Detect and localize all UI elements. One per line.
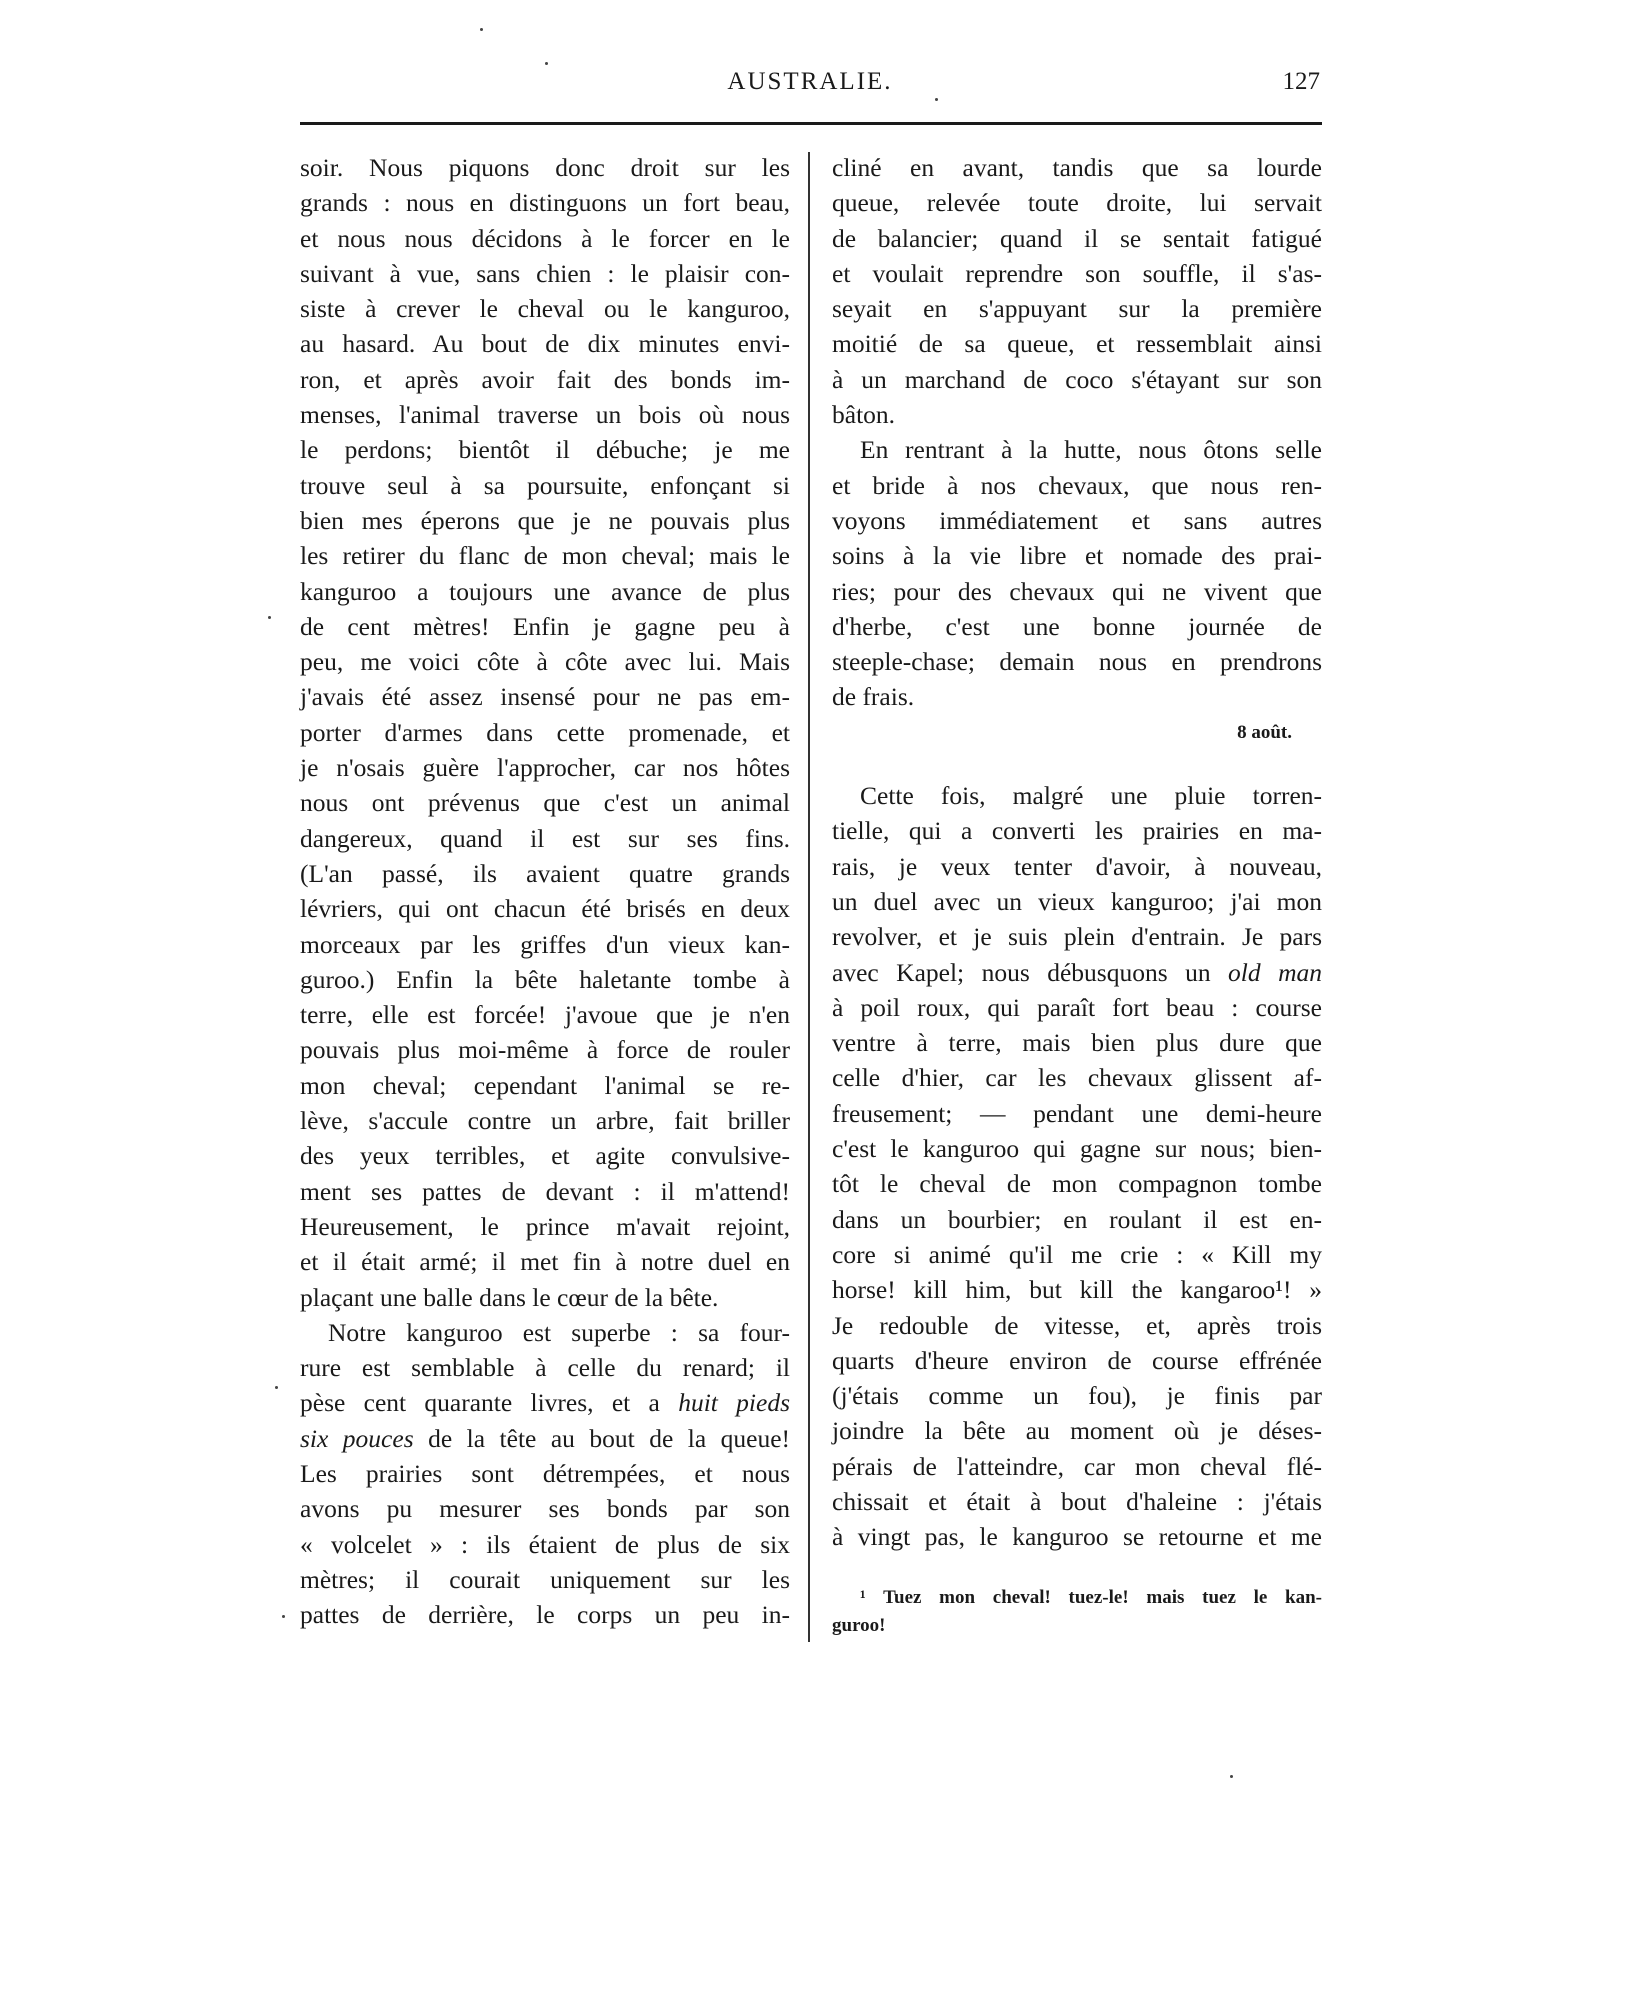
text-line: revolver, et je suis plein d'entrain. Je pars — [832, 922, 1322, 952]
running-title: AUSTRALIE. — [727, 68, 893, 95]
text-line: lévriers, qui ont chacun été brisés en deux — [300, 894, 790, 924]
text-line: quarts d'heure environ de course effrénée — [832, 1345, 1322, 1375]
scan-speck — [268, 616, 271, 619]
text-line: ventre à terre, mais bien plus dure que — [832, 1028, 1322, 1058]
text-line: ron, et après avoir fait des bonds im- — [300, 364, 790, 394]
text-line: de frais. — [832, 682, 915, 712]
text-line: pérais de l'atteindre, car mon cheval flé- — [832, 1451, 1322, 1481]
page-number: 127 — [1282, 68, 1320, 95]
text-line: morceaux par les griffes d'un vieux kan- — [300, 929, 790, 959]
text-line: à vingt pas, le kanguroo se retourne et me — [832, 1522, 1322, 1552]
text-line: cliné en avant, tandis que sa lourde — [832, 153, 1322, 182]
italic-text: old man — [1228, 957, 1323, 987]
text-line: pouvais plus moi-même à force de rouler — [300, 1035, 790, 1065]
text-line: moitié de sa queue, et ressemblait ainsi — [832, 329, 1322, 359]
text-line: seyait en s'appuyant sur la première — [832, 294, 1322, 324]
text-line: mon cheval; cependant l'animal se re- — [300, 1070, 790, 1100]
text-line: je n'osais guère l'approcher, car nos hôtes — [300, 753, 790, 783]
text-line: d'herbe, c'est une bonne journée de — [832, 611, 1322, 641]
text-line: menses, l'animal traverse un bois où nous — [300, 400, 790, 430]
text-line: dangereux, quand il est sur ses fins. — [300, 823, 790, 853]
text-line: (j'étais comme un fou), je finis par — [832, 1381, 1322, 1411]
footnote-line: ¹ Tuez mon cheval! tuez-le! mais tuez le kan- — [860, 1587, 1322, 1608]
text-line: et nous nous décidons à le forcer en le — [300, 223, 790, 253]
text-line: nous ont prévenus que c'est un animal — [300, 788, 790, 818]
text-fragment: pèse cent quarante livres, et a — [300, 1388, 679, 1418]
text-line: joindre la bête au moment où je déses- — [832, 1416, 1322, 1446]
text-line: tôt le cheval de mon compagnon tombe — [832, 1169, 1322, 1199]
text-line: et bride à nos chevaux, que nous ren- — [832, 470, 1322, 500]
text-line: queue, relevée toute droite, lui servait — [832, 188, 1322, 218]
text-line: steeple-chase; demain nous en prendrons — [832, 647, 1322, 677]
text-line: rais, je veux tenter d'avoir, à nouveau, — [832, 851, 1322, 881]
text-line: grands : nous en distinguons un fort beau, — [300, 188, 790, 218]
text-line: freusement; — pendant une demi-heure — [832, 1098, 1322, 1128]
text-line: guroo.) Enfin la bête haletante tombe à — [300, 964, 790, 994]
text-line: lève, s'accule contre un arbre, fait briller — [300, 1106, 790, 1136]
spacer — [832, 750, 1322, 778]
text-line: porter d'armes dans cette promenade, et — [300, 717, 790, 747]
text-line: et il était armé; il met fin à notre duel en — [300, 1247, 790, 1277]
text-line: suivant à vue, sans chien : le plaisir con- — [300, 258, 790, 288]
text-line: siste à crever le cheval ou le kanguroo, — [300, 294, 790, 324]
running-head — [300, 68, 1320, 108]
text-line: et voulait reprendre son souffle, il s'as- — [832, 258, 1322, 288]
text-line: rure est semblable à celle du renard; il — [300, 1353, 790, 1383]
text-line: un duel avec un vieux kanguroo; j'ai mon — [832, 886, 1322, 916]
text-line: plaçant une balle dans le cœur de la bête. — [300, 1282, 719, 1312]
text-line: En rentrant à la hutte, nous ôtons selle — [860, 435, 1322, 465]
text-line: de balancier; quand il se sentait fatigué — [832, 223, 1322, 253]
right-column — [832, 150, 1322, 1555]
text-line: peu, me voici côte à côte avec lui. Mais — [300, 647, 790, 677]
text-line: tielle, qui a converti les prairies en ma- — [832, 816, 1322, 846]
text-line — [300, 1385, 790, 1420]
text-line: chissait et était à bout d'haleine : j'étais — [832, 1486, 1322, 1516]
text-line: ries; pour des chevaux qui ne vivent que — [832, 576, 1322, 606]
text-line: soir. Nous piquons donc droit sur les — [300, 153, 790, 182]
text-line: au hasard. Au bout de dix minutes envi- — [300, 329, 790, 359]
text-line: bâton. — [832, 400, 896, 430]
scan-speck — [935, 98, 938, 101]
text-line: kanguroo a toujours une avance de plus — [300, 576, 790, 606]
text-fragment: avec Kapel; nous débusquons un — [832, 957, 1229, 987]
text-line: de cent mètres! Enfin je gagne peu à — [300, 611, 790, 641]
text-line: trouve seul à sa poursuite, enfonçant si — [300, 470, 790, 500]
text-line: Les prairies sont détrempées, et nous — [300, 1458, 790, 1488]
text-line: celle d'hier, car les chevaux glissent af- — [832, 1063, 1322, 1093]
dateline: 8 août. — [1237, 721, 1292, 743]
text-line: avons pu mesurer ses bonds par son — [300, 1494, 790, 1524]
scan-speck — [480, 28, 483, 31]
footnote — [832, 1584, 1322, 1640]
scan-speck — [282, 1615, 285, 1618]
text-line: le perdons; bientôt il débuche; je me — [300, 435, 790, 465]
italic-text: huit pieds — [678, 1388, 790, 1418]
text-line: core si animé qu'il me crie : « Kill my — [832, 1239, 1322, 1269]
text-line: Notre kanguroo est superbe : sa four- — [328, 1317, 790, 1347]
text-line: Heureusement, le prince m'avait rejoint, — [300, 1211, 790, 1241]
text-fragment: de la tête au bout de la queue! — [428, 1423, 791, 1453]
text-line: les retirer du flanc de mon cheval; mais le — [300, 541, 790, 571]
text-line: dans un bourbier; en roulant il est en- — [832, 1204, 1322, 1234]
text-line: mètres; il courait uniquement sur les — [300, 1564, 790, 1594]
italic-text: six pouces — [300, 1423, 414, 1453]
footnote-line: guroo! — [832, 1615, 886, 1636]
text-line: Cette fois, malgré une pluie torren- — [860, 781, 1322, 811]
column-divider — [808, 152, 810, 1642]
text-line: (L'an passé, ils avaient quatre grands — [300, 858, 790, 888]
text-line: voyons immédiatement et sans autres — [832, 505, 1322, 535]
text-line: « volcelet » : ils étaient de plus de six — [300, 1529, 790, 1559]
left-column — [300, 150, 790, 1632]
text-line: des yeux terribles, et agite convulsive- — [300, 1141, 790, 1171]
text-line: pattes de derrière, le corps un peu in- — [300, 1600, 790, 1630]
text-line — [300, 1421, 790, 1456]
text-line: terre, elle est forcée! j'avoue que je n'en — [300, 1000, 790, 1030]
scan-speck — [545, 62, 548, 65]
text-line: soins à la vie libre et nomade des prai- — [832, 541, 1322, 571]
text-line: Je redouble de vitesse, et, après trois — [832, 1310, 1322, 1340]
text-line: à poil roux, qui paraît fort beau : course — [832, 992, 1322, 1022]
text-line: à un marchand de coco s'étayant sur son — [832, 364, 1322, 394]
text-line — [832, 955, 1322, 990]
text-line: horse! kill him, but kill the kangaroo¹! » — [832, 1275, 1322, 1305]
text-line: c'est le kanguroo qui gagne sur nous; bien- — [832, 1134, 1322, 1164]
scan-speck — [275, 1386, 278, 1389]
scan-speck — [1230, 1775, 1233, 1778]
text-line: j'avais été assez insensé pour ne pas em- — [300, 682, 790, 712]
text-line: bien mes éperons que je ne pouvais plus — [300, 505, 790, 535]
header-rule — [300, 122, 1322, 125]
text-line: ment ses pattes de devant : il m'attend! — [300, 1176, 790, 1206]
